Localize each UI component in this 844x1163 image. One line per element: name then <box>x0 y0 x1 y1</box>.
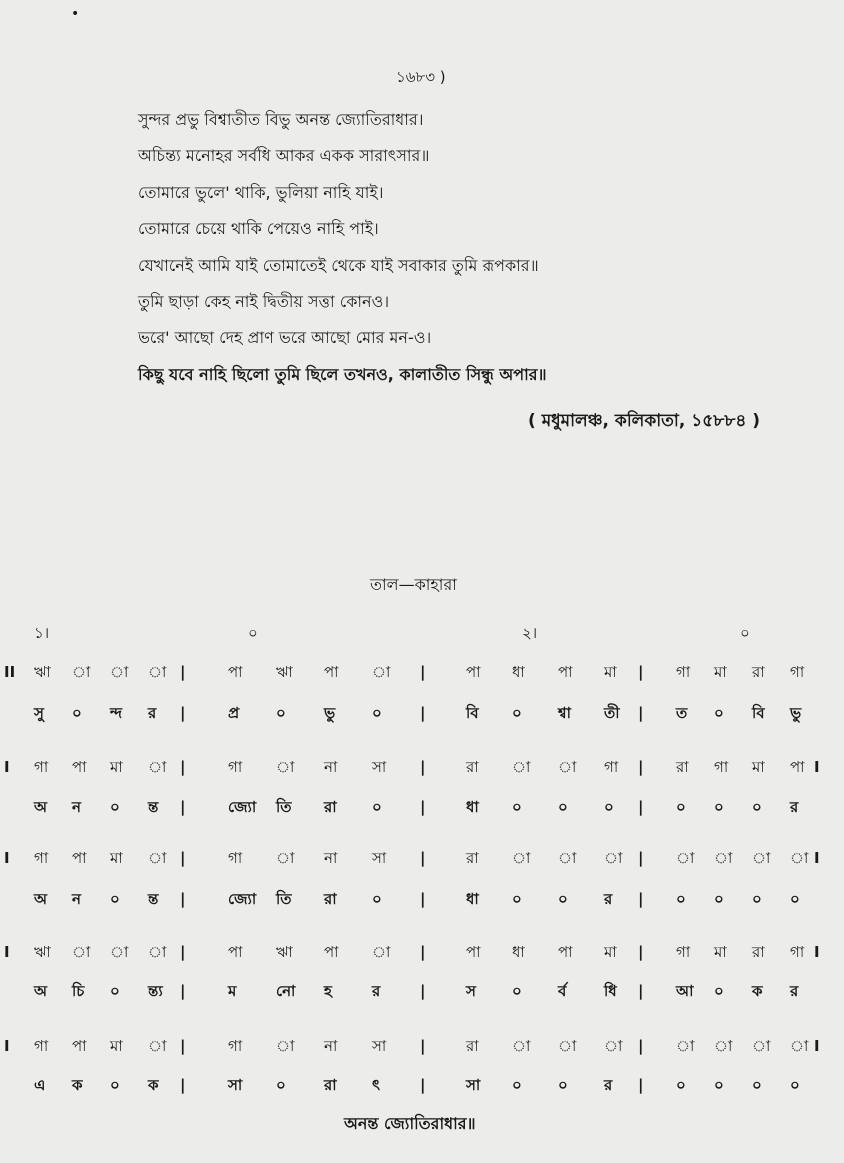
bar-line: | <box>420 943 426 961</box>
notation-cell: গা <box>228 1037 243 1055</box>
notation-cell: পা <box>790 758 805 776</box>
notation-cell: নো <box>276 982 296 1000</box>
notation-cell: ৎ <box>372 1076 381 1094</box>
notation-cell: ০ <box>714 1076 724 1094</box>
notation-cell: গা <box>790 663 805 681</box>
notation-cell: স <box>466 982 476 1000</box>
notation-cell: শ্বা <box>558 704 571 722</box>
notation-cell: া <box>148 943 167 961</box>
footer-line: অনন্ত জ্যোতিরাধার॥ <box>344 1114 476 1133</box>
notation-cell: ন্ত <box>148 890 159 908</box>
end-bar: I <box>814 943 820 961</box>
notation-cell: া <box>752 1037 771 1055</box>
beat-marker: ১। <box>34 624 50 642</box>
notation-cell: সা <box>466 1076 481 1094</box>
bar-line: | <box>180 849 186 867</box>
bar-line: | <box>180 890 186 908</box>
bar-line: | <box>638 758 644 776</box>
notation-cell: র <box>790 982 799 1000</box>
lyric-line: ভরে' আছো দেহ প্রাণ ভরে আছো মোর মন-ও। <box>138 328 432 348</box>
beat-marker: ২। <box>522 624 538 642</box>
notation-cell: পা <box>72 758 87 776</box>
notation-cell: ০ <box>714 890 724 908</box>
notation-cell: গা <box>604 758 619 776</box>
notation-cell: পা <box>558 943 573 961</box>
notation-cell: া <box>676 1037 695 1055</box>
notation-cell: া <box>512 1037 531 1055</box>
bar-line: | <box>638 798 644 816</box>
end-bar: I <box>814 849 820 867</box>
notation-cell: া <box>276 1037 295 1055</box>
notation-cell: ০ <box>790 1076 800 1094</box>
notation-cell: না <box>324 758 338 776</box>
bar-line: | <box>638 663 644 681</box>
lyric-syllable-row <box>0 698 844 728</box>
beat-marker: ০ <box>248 624 258 642</box>
notation-cell: সা <box>228 1076 243 1094</box>
notation-cell: ন <box>72 798 81 816</box>
sargam-row <box>0 937 844 967</box>
notation-cell: না <box>324 849 338 867</box>
notation-cell: পা <box>466 663 481 681</box>
notation-cell: ০ <box>512 1076 522 1094</box>
lyric-line: তুমি ছাড়া কেহ নাই দ্বিতীয় সত্তা কোনও। <box>138 291 390 311</box>
notation-cell: ০ <box>276 1076 286 1094</box>
notation-cell: হ <box>324 982 332 1000</box>
notation-cell: ঋা <box>276 943 293 961</box>
notation-cell: ক <box>72 1076 83 1094</box>
notation-cell: র <box>604 890 613 908</box>
notation-cell: তি <box>276 890 292 908</box>
notation-cell: া <box>372 663 391 681</box>
notation-cell: মা <box>752 758 765 776</box>
notation-cell: চি <box>72 982 85 1000</box>
lyrics-block <box>138 106 828 397</box>
notation-cell: ০ <box>372 798 382 816</box>
notation-cell: পা <box>228 663 243 681</box>
notation-cell: সু <box>34 704 44 722</box>
notation-cell: া <box>790 1037 809 1055</box>
song-number: ১৬৮৩ ) <box>396 68 446 86</box>
notation-cell: র <box>604 1076 613 1094</box>
notation-cell: া <box>604 849 623 867</box>
notation-cell: া <box>110 943 129 961</box>
sargam-row <box>0 843 844 873</box>
notation-cell: ০ <box>676 890 686 908</box>
notation-cell: প্র <box>228 704 240 722</box>
lyric-line: অচিন্ত্য মনোহর সর্বধি আকর একক সারাৎসার॥ <box>138 146 430 166</box>
notation-cell: ০ <box>512 982 522 1000</box>
start-bar: I <box>4 758 10 776</box>
sargam-row <box>0 657 844 687</box>
notation-cell: ০ <box>276 704 286 722</box>
bar-line: | <box>638 982 644 1000</box>
notation-cell: সা <box>372 1037 387 1055</box>
sargam-row <box>0 1031 844 1061</box>
notation-cell: ধা <box>512 943 525 961</box>
bar-line: | <box>180 982 186 1000</box>
bar-line: | <box>420 890 426 908</box>
notation-cell: া <box>512 849 531 867</box>
notation-cell: ০ <box>752 1076 762 1094</box>
notation-cell: ০ <box>110 1076 120 1094</box>
notation-cell: ০ <box>372 890 382 908</box>
bar-line: | <box>638 1076 644 1094</box>
notation-cell: রা <box>466 849 479 867</box>
tal-heading: তাল—কাহারা <box>370 575 457 594</box>
notation-cell: া <box>604 1037 623 1055</box>
bar-line: | <box>638 943 644 961</box>
start-bar: I <box>4 849 10 867</box>
notation-cell: ০ <box>512 704 522 722</box>
lyric-line: সুন্দর প্রভু বিশ্বাতীত বিভু অনন্ত জ্যোতিরাধার। <box>138 110 424 129</box>
notation-cell: রা <box>466 758 479 776</box>
notation-cell: তি <box>276 798 292 816</box>
bar-line: | <box>180 943 186 961</box>
notation-cell: মা <box>110 1037 123 1055</box>
notation-cell: পা <box>72 849 87 867</box>
lyric-line: তোমারে ভুলে' থাকি, ভুলিয়া নাহি যাই। <box>138 182 384 202</box>
notation-cell: ০ <box>110 798 120 816</box>
notation-cell: ন <box>72 890 81 908</box>
notation-cell: া <box>558 849 577 867</box>
notation-cell: সা <box>372 758 387 776</box>
notation-cell: পা <box>228 943 243 961</box>
notation-cell: ০ <box>558 1076 568 1094</box>
notation-cell: ঋা <box>34 663 51 681</box>
notation-cell: রা <box>466 1037 479 1055</box>
notation-cell: ০ <box>604 798 614 816</box>
source-citation: ( মধুমালঞ্চ, কলিকাতা, ১৫৮৮৪ ) <box>528 411 761 431</box>
beat-marker: ০ <box>740 624 750 642</box>
lyric-line: যেখানেই আমি যাই তোমাতেই থেকে যাই সবাকার তুমি রূপকার॥ <box>138 255 539 275</box>
notation-cell: া <box>372 943 391 961</box>
notation-cell: মা <box>604 663 617 681</box>
bar-line: | <box>420 704 426 722</box>
notation-cell: মা <box>604 943 617 961</box>
lyric-syllable-row <box>0 884 844 914</box>
notation-cell: ০ <box>676 1076 686 1094</box>
notation-cell: রা <box>324 1076 337 1094</box>
notation-cell: া <box>752 849 771 867</box>
notation-cell: া <box>148 849 167 867</box>
notation-cell: গা <box>228 758 243 776</box>
notation-cell: ম <box>228 982 237 1000</box>
start-bar: I <box>4 943 10 961</box>
notation-cell: রা <box>752 663 765 681</box>
bar-line: | <box>638 890 644 908</box>
notation-cell: ন্দ <box>110 704 123 722</box>
bar-line: | <box>420 849 426 867</box>
notation-cell: অ <box>34 798 47 816</box>
notation-cell: র <box>372 982 381 1000</box>
notation-cell: ভু <box>324 704 336 722</box>
bar-line: | <box>420 982 426 1000</box>
notation-cell: া <box>512 758 531 776</box>
notation-cell: পা <box>324 663 339 681</box>
notation-cell: া <box>714 849 733 867</box>
notation-cell: ধা <box>466 890 479 908</box>
notation-cell: া <box>558 1037 577 1055</box>
notation-cell: র <box>148 704 157 722</box>
notation-cell: ভু <box>790 704 802 722</box>
notation-cell: ০ <box>558 890 568 908</box>
lyric-syllable-row <box>0 792 844 822</box>
notation-cell: অ <box>34 982 47 1000</box>
start-bar: II <box>4 663 16 681</box>
notation-cell: ০ <box>72 704 82 722</box>
notation-cell: মা <box>110 849 123 867</box>
notation-cell: ০ <box>752 798 762 816</box>
notation-cell: গা <box>228 849 243 867</box>
notation-cell: আ <box>676 982 694 1000</box>
notation-cell: গা <box>790 943 805 961</box>
notation-cell: ০ <box>512 798 522 816</box>
notation-cell: ০ <box>110 890 120 908</box>
end-bar: I <box>814 758 820 776</box>
lyric-line: কিছু যবে নাহি ছিলো তুমি ছিলে তখনও, কালাতীত সিন্ধু অপার॥ <box>138 364 547 384</box>
notation-cell: বি <box>752 704 765 722</box>
notation-cell: পা <box>72 1037 87 1055</box>
notation-cell: া <box>790 849 809 867</box>
notation-cell: া <box>148 758 167 776</box>
notation-cell: রা <box>752 943 765 961</box>
notation-cell: গা <box>34 758 49 776</box>
notation-cell: মা <box>714 663 727 681</box>
notation-cell: া <box>714 1037 733 1055</box>
lyric-syllable-row <box>0 1070 844 1100</box>
notation-cell: রা <box>324 890 337 908</box>
notation-cell: া <box>148 663 167 681</box>
end-bar: I <box>814 1037 820 1055</box>
notation-cell: অ <box>34 890 47 908</box>
bar-line: | <box>180 663 186 681</box>
notation-cell: ধি <box>604 982 617 1000</box>
notation-cell: মা <box>110 758 123 776</box>
bar-line: | <box>638 704 644 722</box>
notation-cell: ঋা <box>276 663 293 681</box>
notation-cell: ক <box>148 1076 159 1094</box>
notation-cell: ০ <box>752 890 762 908</box>
notation-cell: া <box>676 849 695 867</box>
notation-cell: ০ <box>372 704 382 722</box>
notation-cell: া <box>72 943 91 961</box>
notation-cell: ঋা <box>34 943 51 961</box>
notation-cell: জ্যো <box>228 890 257 908</box>
notation-cell: ০ <box>558 798 568 816</box>
notation-cell: গা <box>676 663 691 681</box>
bar-line: | <box>180 704 186 722</box>
notation-cell: গা <box>34 1037 49 1055</box>
notation-cell: া <box>276 849 295 867</box>
notation-cell: গা <box>34 849 49 867</box>
lyric-line: তোমারে চেয়ে থাকি পেয়েও নাহি পাই। <box>138 219 379 239</box>
bar-line: | <box>420 1076 426 1094</box>
notation-cell: ধা <box>512 663 525 681</box>
notation-cell: া <box>110 663 129 681</box>
bar-line: | <box>420 663 426 681</box>
notation-cell: তী <box>604 704 620 722</box>
notation-cell: পা <box>466 943 481 961</box>
bar-line: | <box>420 1037 426 1055</box>
notation-cell: গা <box>676 943 691 961</box>
notation-cell: ০ <box>512 890 522 908</box>
notation-cell: া <box>558 758 577 776</box>
notation-cell: ন্ত <box>148 798 159 816</box>
notation-cell: ০ <box>714 798 724 816</box>
notation-cell: গা <box>714 758 729 776</box>
notation-cell: জ্যো <box>228 798 257 816</box>
bar-line: | <box>638 849 644 867</box>
notation-cell: এ <box>34 1076 46 1094</box>
bar-line: | <box>180 758 186 776</box>
notation-cell: ০ <box>676 798 686 816</box>
sargam-row <box>0 752 844 782</box>
notation-cell: া <box>148 1037 167 1055</box>
notation-cell: ০ <box>714 704 724 722</box>
notation-cell: ০ <box>110 982 120 1000</box>
notation-cell: া <box>72 663 91 681</box>
stray-dot: • <box>71 6 80 22</box>
notation-cell: রা <box>676 758 689 776</box>
notation-cell: ত <box>676 704 688 722</box>
notation-cell: পা <box>324 943 339 961</box>
notation-cell: ধা <box>466 798 479 816</box>
notation-cell: র্ব <box>558 982 567 1000</box>
notation-cell: ০ <box>790 890 800 908</box>
notation-cell: ক <box>752 982 763 1000</box>
notation-cell: পা <box>558 663 573 681</box>
bar-line: | <box>180 1037 186 1055</box>
bar-line: | <box>420 798 426 816</box>
lyric-syllable-row <box>0 976 844 1006</box>
bar-line: | <box>638 1037 644 1055</box>
notation-cell: সা <box>372 849 387 867</box>
notation-cell: ০ <box>714 982 724 1000</box>
notation-cell: মা <box>714 943 727 961</box>
bar-line: | <box>420 758 426 776</box>
notation-cell: া <box>276 758 295 776</box>
notation-cell: না <box>324 1037 338 1055</box>
notation-cell: রা <box>324 798 337 816</box>
notation-cell: র <box>790 798 799 816</box>
start-bar: I <box>4 1037 10 1055</box>
notation-cell: ন্ত্য <box>148 982 163 1000</box>
bar-line: | <box>180 798 186 816</box>
notation-cell: বি <box>466 704 479 722</box>
bar-line: | <box>180 1076 186 1094</box>
